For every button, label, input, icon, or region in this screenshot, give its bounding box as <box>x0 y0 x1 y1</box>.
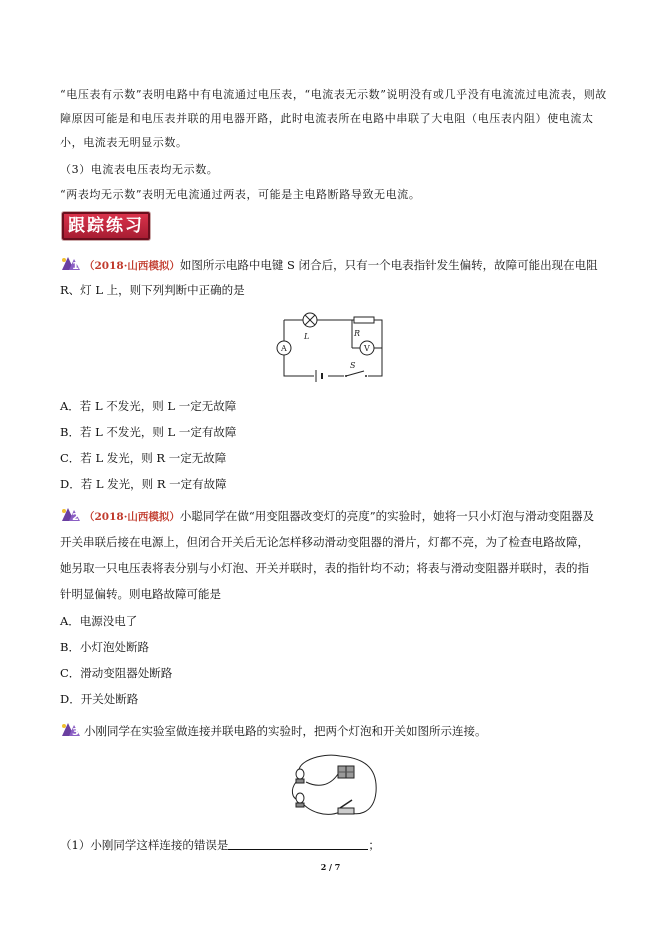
switch-label: S <box>350 361 356 370</box>
q2-stem-line-2: 开关串联后接在电源上，但闭合开关后无论怎样移动滑动变阻器的滑片，灯都不亮，为了检查电路故障， <box>60 535 589 549</box>
q2-source: （2018·山西模拟） <box>84 511 180 523</box>
q1-source: （2018·山西模拟） <box>84 260 180 272</box>
q2-number: 2 <box>72 512 79 523</box>
voltmeter-label: V <box>364 344 370 353</box>
q3-stem-line-1 <box>60 722 608 738</box>
page-number: 2 / 7 <box>320 862 341 872</box>
q2-option-a[interactable]: A．电源没电了 <box>60 614 138 628</box>
q2-text-1: 小聪同学在做“用变阻器改变灯的亮度”的实验时，她将一只小灯泡与滑动变阻器及 <box>179 509 595 523</box>
lamp-label: L <box>304 332 310 341</box>
q3-sub-question-1 <box>60 838 608 852</box>
bulb-top-icon <box>296 769 304 779</box>
q1-text-1: 如图所示电路中电键 S 闭合后，只有一个电表指针发生偏转，故障可能出现在电阻 <box>179 258 598 272</box>
q1-stem-line-2: R、灯 L 上，则下列判断中正确的是 <box>60 283 245 297</box>
q3-sub1-text: （1）小刚同学这样连接的错误是 <box>60 838 229 852</box>
q1-option-b[interactable]: B．若 L 不发光，则 L 一定有故障 <box>60 425 237 439</box>
intro-line-2: 障原因可能是和电压表并联的用电器开路，此时电流表所在电路中串联了大电阻（电压表内阻）使电流太 <box>60 112 594 125</box>
q3-number: 3 <box>72 727 79 738</box>
q3-number-badge <box>60 722 82 736</box>
q2-option-c[interactable]: C．滑动变阻器处断路 <box>60 666 173 680</box>
q1-option-c[interactable]: C．若 L 发光，则 R 一定无故障 <box>60 451 227 465</box>
q1-number-badge <box>60 256 82 270</box>
q1-option-d[interactable]: D．若 L 发光，则 R 一定有故障 <box>60 477 227 491</box>
intro-line-4: （3）电流表电压表均无示数。 <box>60 163 219 176</box>
q2-option-b[interactable]: B．小灯泡处断路 <box>60 640 149 654</box>
resistor-label: R <box>354 329 361 338</box>
q3-sub1-end: ； <box>368 838 380 852</box>
answer-blank[interactable] <box>228 839 368 850</box>
q2-stem-line-3: 她另取一只电压表将表分别与小灯泡、开关并联时，表的指针均不动；将表与滑动变阻器并联时，表的指 <box>60 561 589 575</box>
q2-stem-line-4: 针明显偏转。则电路故障可能是 <box>60 587 221 601</box>
q1-number: 1 <box>72 261 79 272</box>
q1-stem-line-1 <box>60 256 608 273</box>
q2-option-d[interactable]: D．开关处断路 <box>60 692 139 706</box>
resistor-symbol <box>354 317 374 323</box>
q2-number-badge <box>60 507 82 521</box>
intro-line-3: 小，电流表无明显示数。 <box>60 136 188 149</box>
intro-line-5: “两表均无示数”表明无电流通过两表，可能是主电路断路导致无电流。 <box>60 188 421 201</box>
ammeter-label: A <box>281 344 287 353</box>
switch-lever-icon <box>340 800 352 808</box>
section-banner <box>62 212 150 240</box>
switch-base-icon <box>338 808 354 814</box>
q3-text-1: 小刚同学在实验室做连接并联电路的实验时，把两个灯泡和开关如图所示连接。 <box>84 724 487 738</box>
q3-wiring-figure <box>282 752 387 824</box>
bulb-bottom-icon <box>296 793 304 803</box>
intro-line-1: “电压表有示数”表明电路中有电流通过电压表，“电流表无示数”说明没有或几乎没有电流流过电流表，则故 <box>60 88 607 101</box>
q1-option-a[interactable]: A．若 L 不发光，则 L 一定无故障 <box>60 399 237 413</box>
section-banner-label: 跟踪练习 <box>68 216 144 236</box>
q2-stem-line-1 <box>60 507 608 524</box>
q1-circuit-diagram <box>270 312 395 382</box>
